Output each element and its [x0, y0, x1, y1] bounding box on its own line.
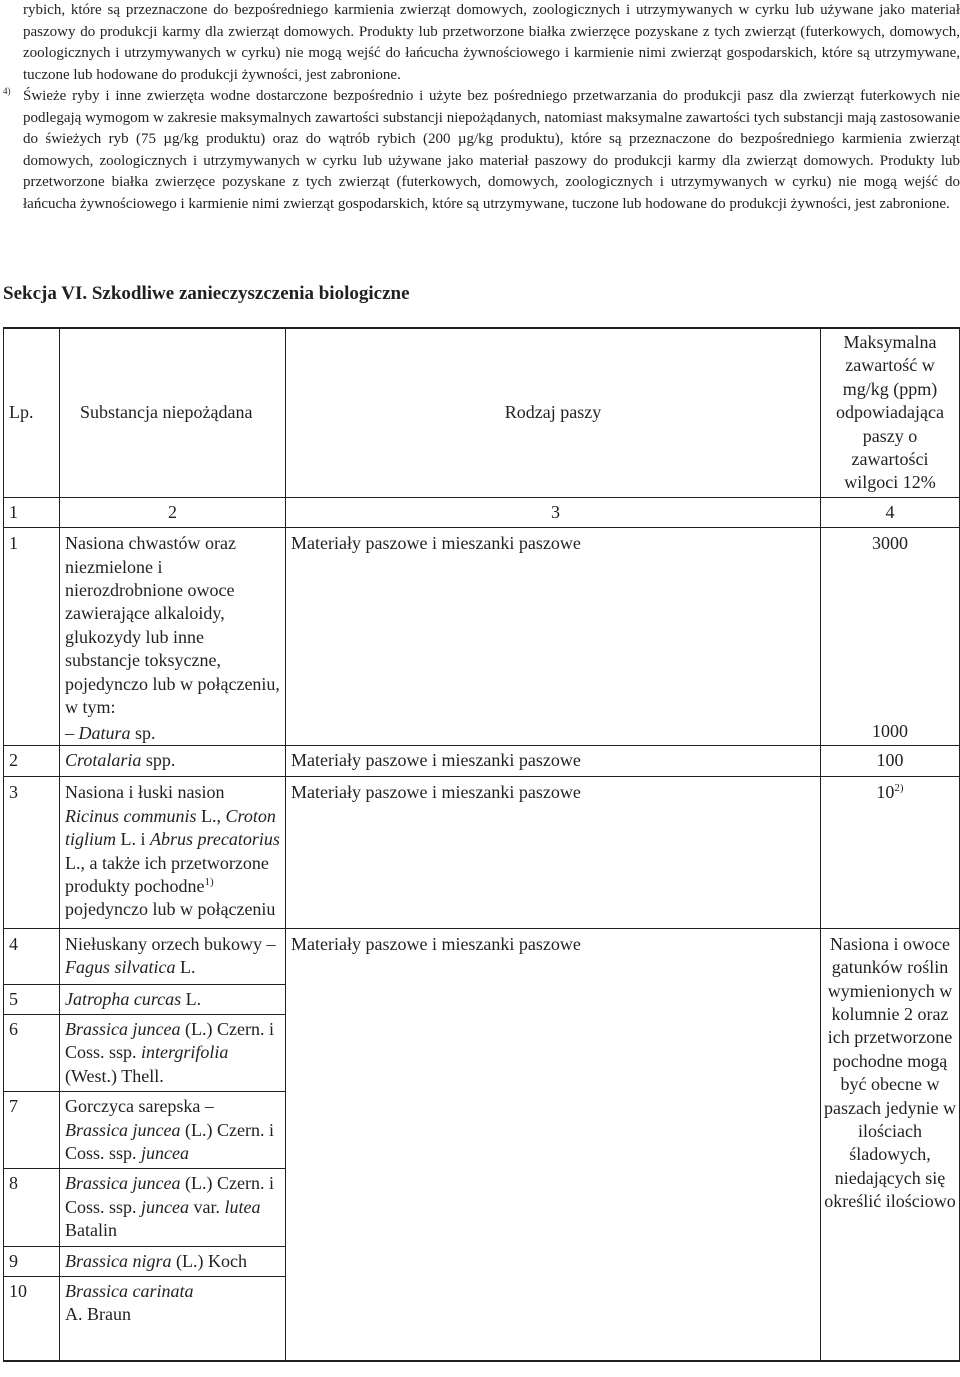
row-lp: 9: [4, 1246, 60, 1276]
text: A. Braun: [65, 1304, 131, 1325]
latin-name: Datura: [78, 722, 131, 743]
intro-prose: [23, 0, 960, 215]
row-max: [821, 777, 960, 928]
dash: –: [65, 722, 79, 743]
text: Batalin: [65, 1220, 117, 1241]
latin-name: intergrifolia: [141, 1042, 229, 1063]
row-substance: [60, 1277, 286, 1362]
text: (L.) Czern. i Coss. ssp.: [65, 1119, 274, 1163]
name-suffix: sp.: [130, 722, 156, 743]
latin-name: Brassica carinata: [65, 1281, 194, 1302]
row-feed-shared: Materiały paszowe i mieszanki paszowe: [286, 928, 821, 1361]
text: var.: [189, 1196, 225, 1217]
text: L.,: [196, 805, 226, 826]
col-number-1: 1: [4, 497, 60, 527]
sub-item-datura: [65, 722, 280, 745]
row-substance: [60, 984, 286, 1014]
row-lp: 3: [4, 777, 60, 928]
text: L.: [181, 988, 202, 1009]
row-lp: 6: [4, 1014, 60, 1091]
latin-name: Crotalaria: [65, 749, 142, 770]
row-substance: [60, 1169, 286, 1246]
text: L.: [175, 957, 196, 978]
text: Niełuskany orzech bukowy –: [65, 933, 276, 954]
prose-paragraph-continued: rybich, które są przeznaczone do bezpośredniego karmienia zwierząt domowych, zoologicznych i utrzymywanych w cyrku lub używane jako materiał paszowy do produkcji karmy dla zwierząt domowych. Produkty lub przetworzone białka zwierzęce pozyskane z tych zwierząt (futerkowych, domowych, zoologicznych i utrzymywanych w cyrku) nie mogą wejść do łańcucha żywnościowego i karmienie nimi zwierząt gospodarskich, które są utrzymywane, tuczone lub hodowane do produkcji żywności, jest zabronione.: [23, 2, 960, 83]
row-lp: 1: [4, 528, 60, 746]
harmful-contaminants-table: [3, 327, 960, 1362]
column-number-row: [4, 497, 960, 527]
header-feed: Rodzaj paszy: [286, 328, 821, 497]
shared-max-note: Nasiona i owoce gatunków roślin wymienionych w kolumnie 2 oraz ich przetworzone pochodne mogą być obecne w paszach jedynie w ilościach śladowych, niedających się określić ilościowo: [821, 928, 960, 1361]
col-number-4: 4: [821, 497, 960, 527]
row-lp: 4: [4, 928, 60, 984]
latin-name: Ricinus communis: [65, 805, 197, 826]
table-row: [4, 777, 960, 928]
latin-name: juncea: [141, 1196, 190, 1217]
row-lp: 5: [4, 984, 60, 1014]
row-substance: [60, 1014, 286, 1091]
text: (L.) Czern. i Coss. ssp.: [65, 1018, 274, 1063]
row-feed: Materiały paszowe i mieszanki paszowe: [286, 528, 821, 746]
table-row: [4, 528, 960, 746]
header-substance: Substancja niepożądana: [60, 328, 286, 497]
row-substance: [60, 1246, 286, 1276]
row-substance: [60, 928, 286, 984]
text: L. i: [116, 829, 151, 850]
row-lp: 10: [4, 1277, 60, 1362]
row-max: [821, 528, 960, 746]
table-row: [4, 928, 960, 984]
table-header-row: [4, 328, 960, 497]
name-suffix: spp.: [141, 749, 176, 770]
row-max: 100: [821, 745, 960, 776]
text: (L.) Czern. i Coss. ssp.: [65, 1173, 274, 1217]
footnote-ref: 1): [204, 875, 214, 888]
latin-name: Jatropha curcas: [65, 988, 182, 1009]
latin-name: Croton tiglium: [65, 805, 276, 850]
max-value-datura: 1000: [872, 720, 908, 741]
prose-paragraph-footnote-4: Świeże ryby i inne zwierzęta wodne dostarczone bezpośrednio i użyte bez pośredniego przetwarzania do produkcji pasz dla zwierząt futerkowych nie podlegają wymogom w zakresie maksymalnych zawartości substancji niepożądanych, natomiast maksymalne zawartości tych substancji mają zastosowanie do świeżych ryb (75 µg/kg produktu) oraz do wątrób rybich (200 µg/kg produktu), które są przeznaczone do bezpośredniego karmienia zwierząt domowych, zoologicznych i utrzymywanych w cyrku lub używane jako materiał paszowy do produkcji karmy dla zwierząt domowych. Produkty lub przetworzone białka zwierzęce pozyskane z tych zwierząt (futerkowych, domowych, zoologicznych i utrzymywanych w cyrku) nie mogą wejść do łańcucha żywnościowego i karmienie nimi zwierząt gospodarskich, które są utrzymywane, tuczone lub hodowane do produkcji żywności, jest zabronione.: [23, 88, 960, 212]
text: L., a także ich przetworzone produkty pochodne: [65, 852, 269, 896]
col-number-3: 3: [286, 497, 821, 527]
footnote-ref: 2): [894, 782, 904, 795]
text: Gorczyca sarepska –: [65, 1096, 214, 1117]
substance-text: Nasiona chwastów oraz niezmielone i nierozdrobnione owoce zawierające alkaloidy, glukozydy lub inne substancje toksyczne, pojedynczo lub w połączeniu, w tym:: [65, 533, 280, 718]
text: pojedynczo lub w połączeniu: [65, 899, 276, 920]
row-lp: 2: [4, 745, 60, 776]
footnote-marker: 4): [3, 86, 11, 96]
header-lp: Lp.: [4, 328, 60, 497]
latin-name: lutea: [224, 1196, 261, 1217]
latin-name: Brassica juncea: [65, 1018, 181, 1039]
max-value: 10: [876, 782, 895, 803]
text: (L.) Koch: [171, 1250, 247, 1271]
row-feed: Materiały paszowe i mieszanki paszowe: [286, 777, 821, 928]
latin-name: juncea: [141, 1143, 190, 1163]
latin-name: Abrus precatorius: [150, 829, 280, 850]
text: Nasiona i łuski nasion: [65, 782, 225, 803]
latin-name: Fagus silvatica: [65, 957, 176, 978]
header-max-content: Maksymalna zawartość w mg/kg (ppm) odpowiadająca paszy o zawartości wilgoci 12%: [821, 328, 960, 497]
latin-name: Brassica juncea: [65, 1173, 181, 1194]
latin-name: Brassica nigra: [65, 1250, 172, 1271]
row-feed: Materiały paszowe i mieszanki paszowe: [286, 745, 821, 776]
row-substance: [60, 777, 286, 928]
table-row: [4, 745, 960, 776]
section-title: Sekcja VI. Szkodliwe zanieczyszczenia biologiczne: [3, 283, 410, 304]
row-lp: 8: [4, 1169, 60, 1246]
latin-name: Brassica juncea: [65, 1119, 181, 1140]
text: (West.) Thell.: [65, 1065, 164, 1086]
col-number-2: 2: [60, 497, 286, 527]
row-lp: 7: [4, 1092, 60, 1169]
row-substance: [60, 528, 286, 746]
row-substance: [60, 1092, 286, 1169]
row-substance: [60, 745, 286, 776]
max-value: 3000: [872, 533, 908, 554]
